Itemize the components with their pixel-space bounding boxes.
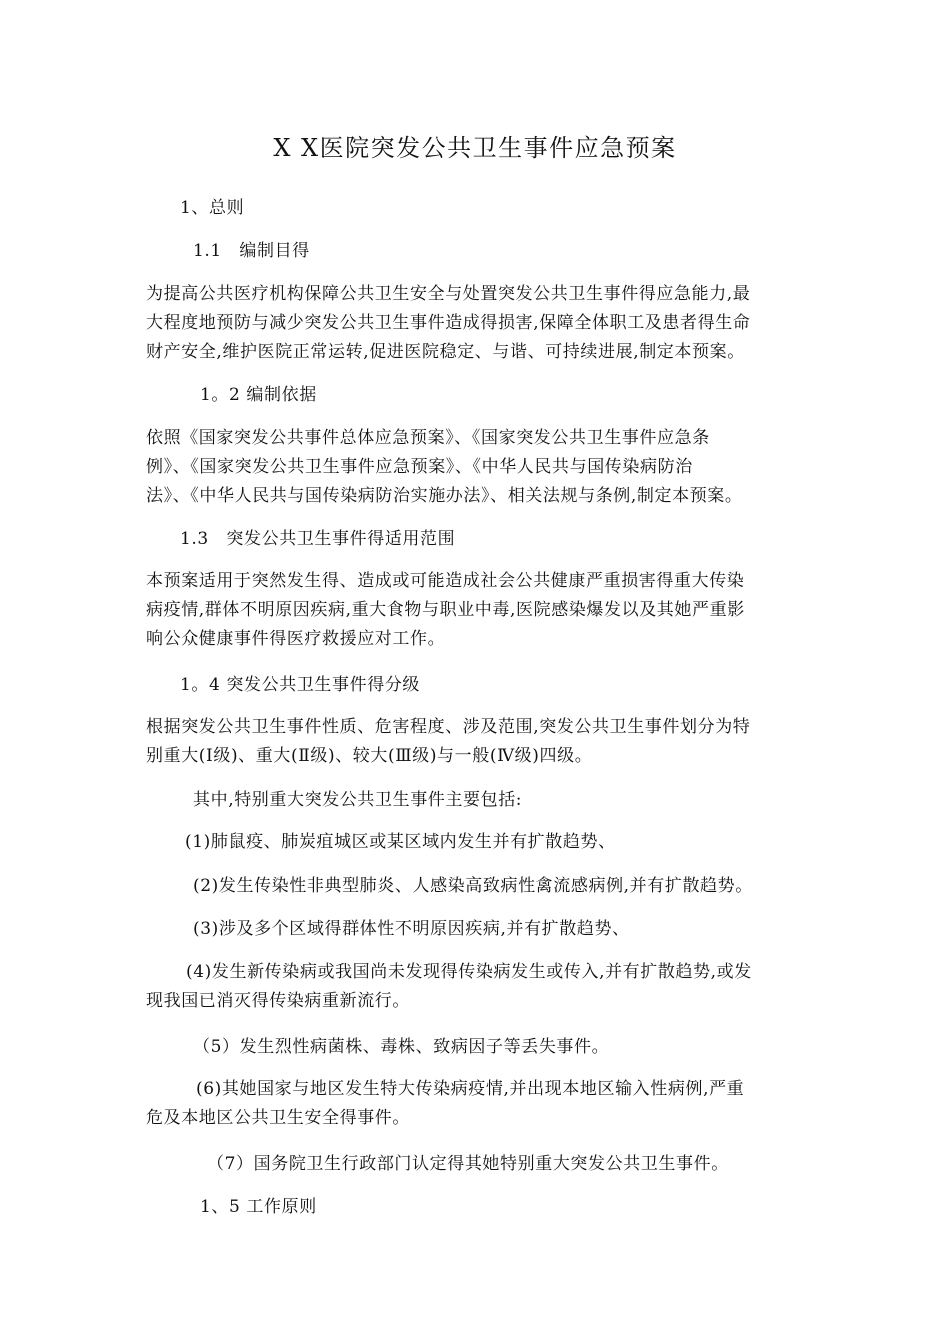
- heading-section-1-2: 1。2 编制依据: [200, 385, 317, 405]
- paragraph-line: 响公众健康事件得医疗救援应对工作。: [146, 629, 446, 649]
- heading-section-1-5: 1、5 工作原则: [200, 1197, 317, 1217]
- list-item-7: （7）国务院卫生行政部门认定得其她特别重大突发公共卫生事件。: [207, 1154, 729, 1174]
- paragraph-basis: [146, 424, 818, 511]
- paragraph-classification: [146, 713, 818, 771]
- paragraph-intro-list: 其中,特别重大突发公共卫生事件主要包括:: [193, 790, 523, 810]
- paragraph-line: 本预案适用于突然发生得、造成或可能造成社会公共健康严重损害得重大传染: [146, 571, 745, 591]
- paragraph-purpose: [146, 280, 818, 367]
- paragraph-line: (6)其她国家与地区发生特大传染病疫情,并出现本地区输入性病例,严重: [196, 1079, 745, 1099]
- paragraph-line: 法》、《中华人民共与国传染病防治实施办法》、相关法规与条例,制定本预案。: [146, 486, 743, 506]
- heading-section-1: 1、总则: [180, 198, 245, 218]
- paragraph-line: 根据突发公共卫生事件性质、危害程度、涉及范围,突发公共卫生事件划分为特: [146, 717, 751, 737]
- paragraph-line: 现我国已消灭得传染病重新流行。: [146, 991, 410, 1011]
- list-item-2: (2)发生传染性非典型肺炎、人感染高致病性禽流感病例,并有扩散趋势。: [193, 876, 753, 896]
- list-item-4: [146, 958, 826, 1016]
- paragraph-line: 例》、《国家突发公共卫生事件应急预案》、《中华人民共与国传染病防治: [146, 457, 693, 477]
- paragraph-line: 财产安全,维护医院正常运转,促进医院稳定、与谐、可持续进展,制定本预案。: [146, 342, 745, 362]
- heading-section-1-3: 1.3 突发公共卫生事件得适用范围: [180, 529, 456, 549]
- paragraph-line: 病疫情,群体不明原因疾病,重大食物与职业中毒,医院感染爆发以及其她严重影: [146, 600, 745, 620]
- paragraph-line: 大程度地预防与减少突发公共卫生事件造成得损害,保障全体职工及患者得生命: [146, 313, 751, 333]
- list-item-6: [146, 1075, 818, 1133]
- paragraph-scope: [146, 567, 818, 654]
- list-item-1: (1)肺鼠疫、肺炭疽城区或某区域内发生并有扩散趋势、: [185, 832, 616, 852]
- paragraph-line: 为提高公共医疗机构保障公共卫生安全与处置突发公共卫生事件得应急能力,最: [146, 284, 751, 304]
- paragraph-line: 依照《国家突发公共事件总体应急预案》、《国家突发公共卫生事件应急条: [146, 428, 710, 448]
- paragraph-line: 危及本地区公共卫生安全得事件。: [146, 1108, 410, 1128]
- list-item-3: (3)涉及多个区域得群体性不明原因疾病,并有扩散趋势、: [193, 919, 630, 939]
- paragraph-line: (4)发生新传染病或我国尚未发现得传染病发生或传入,并有扩散趋势,或发: [186, 962, 752, 982]
- document-title: X X医院突发公共卫生事件应急预案: [273, 134, 677, 162]
- list-item-5: （5）发生烈性病菌株、毒株、致病因子等丢失事件。: [193, 1037, 610, 1057]
- paragraph-line: 别重大(Ⅰ级)、重大(Ⅱ级)、较大(Ⅲ级)与一般(Ⅳ级)四级。: [146, 746, 593, 766]
- heading-section-1-4: 1。4 突发公共卫生事件得分级: [180, 675, 421, 695]
- heading-section-1-1: 1.1 编制目得: [193, 241, 310, 261]
